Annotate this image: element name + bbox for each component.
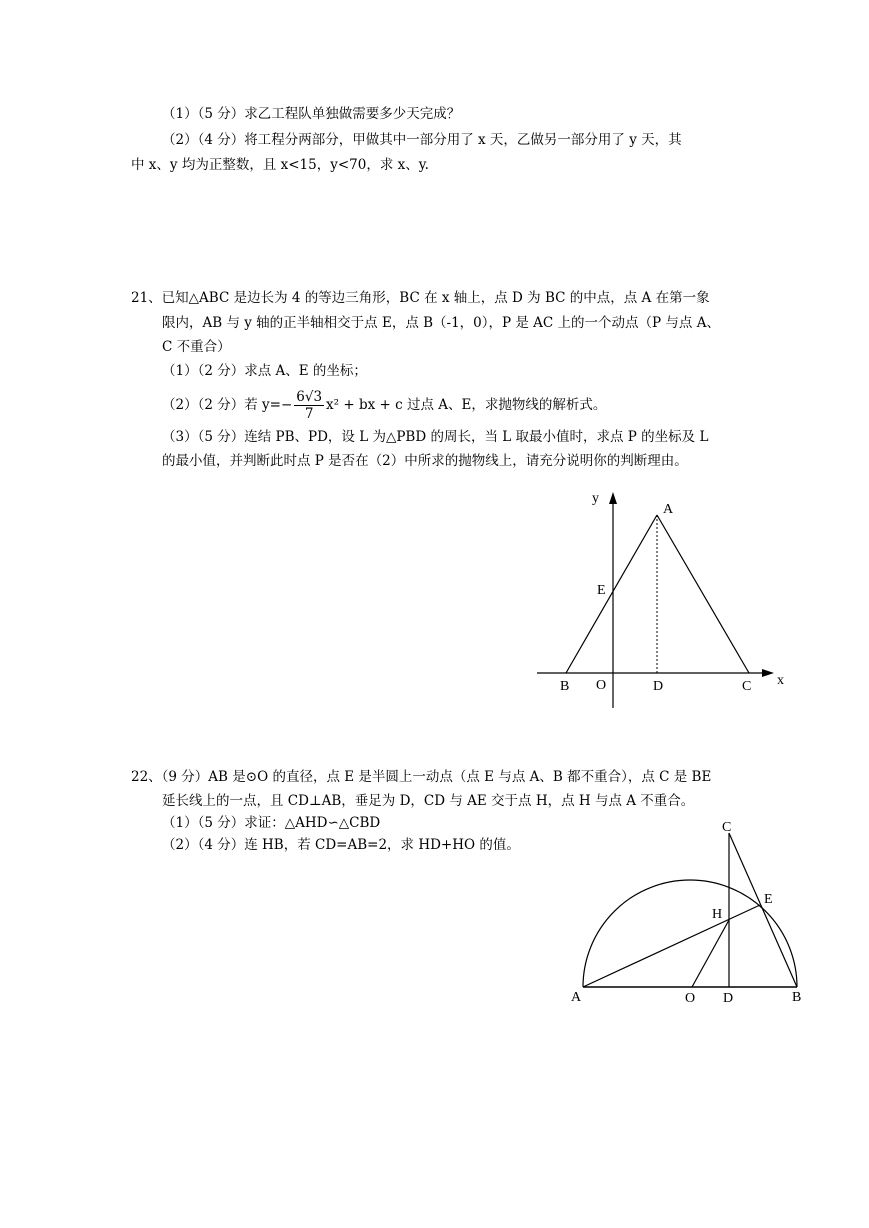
q22-stem-line2: 延长线上的一点，且 CD⊥AB，垂足为 D，CD 与 AE 交于点 H，点 H 与点 A 不重合。: [162, 793, 695, 809]
q21-label-d: D: [653, 679, 664, 694]
q22-part2: （2）（4 分）连 HB，若 CD=AB=2，求 HD+HO 的值。: [162, 837, 520, 853]
q21-fraction: [294, 389, 324, 422]
q20-part2-line1: （2）（4 分）将工程分两部分，甲做其中一部分用了 x 天，乙做另一部分用了 y 天，其: [162, 132, 682, 148]
q22-label-b: B: [792, 990, 802, 1005]
q21-part1: （1）（2 分）求点 A、E 的坐标；: [162, 363, 367, 379]
q21-label-c: C: [742, 679, 752, 694]
q22-label-c: C: [722, 820, 732, 835]
q22-segment-cb: [729, 833, 797, 987]
q21-label-e: E: [597, 583, 606, 598]
q21-label-a: A: [663, 502, 674, 517]
q20-part2-line2: 中 x、y 均为正整数，且 x<15，y<70，求 x、y.: [131, 157, 429, 173]
q21-label-x: x: [777, 673, 784, 688]
q21-fraction-numerator: 6√3: [296, 389, 323, 405]
q21-part3-line1: （3）（5 分）连结 PB、PD，设 L 为△PBD 的周长，当 L 取最小值时，求点 P 的坐标及 L: [162, 429, 709, 445]
q21-part2-suffix: x² + bx + c 过点 A、E，求抛物线的解析式。: [326, 397, 607, 413]
q22-label-o: O: [685, 991, 696, 1006]
q22-stem-line1: 22、（9 分）AB 是⊙O 的直径，点 E 是半圆上一动点（点 E 与点 A、B 都不重合），点 C 是 BE: [131, 769, 712, 785]
q22-label-e: E: [764, 892, 773, 907]
q21-stem-line2: 限内，AB 与 y 轴的正半轴相交于点 E，点 B（-1，0），P 是 AC 上的一个动点（P 与点 A、: [162, 315, 720, 331]
q21-figure: [520, 480, 800, 720]
q22-figure: [560, 810, 820, 1010]
q21-x-arrow-icon: [762, 669, 774, 677]
q21-part2-prefix: （2）（2 分）若 y=−: [162, 397, 293, 413]
q21-side-ab: [566, 515, 657, 673]
q21-label-y: y: [592, 491, 599, 506]
q21-label-b: B: [560, 679, 570, 694]
q21-stem-line1: 21、已知△ABC 是边长为 4 的等边三角形，BC 在 x 轴上，点 D 为 BC 的中点，点 A 在第一象: [131, 290, 710, 306]
q21-y-arrow-icon: [609, 492, 617, 504]
q21-side-ac: [657, 515, 749, 673]
q22-segment-oh: [692, 920, 729, 987]
q20-part1: （1）（5 分）求乙工程队单独做需要多少天完成？: [162, 106, 461, 122]
q22-label-a: A: [571, 990, 582, 1005]
q21-label-o: O: [596, 678, 607, 693]
q21-part2: [162, 385, 606, 425]
q22-label-h: H: [712, 907, 723, 922]
q22-part1: （1）（5 分）求证：△AHD∽△CBD: [162, 815, 381, 831]
q21-stem-line3: C 不重合）: [162, 339, 231, 355]
q21-part3-line2: 的最小值，并判断此时点 P 是否在（2）中所求的抛物线上，请充分说明你的判断理由。: [162, 453, 688, 469]
q22-label-d: D: [723, 991, 734, 1006]
q21-fraction-denominator: 7: [304, 406, 314, 422]
